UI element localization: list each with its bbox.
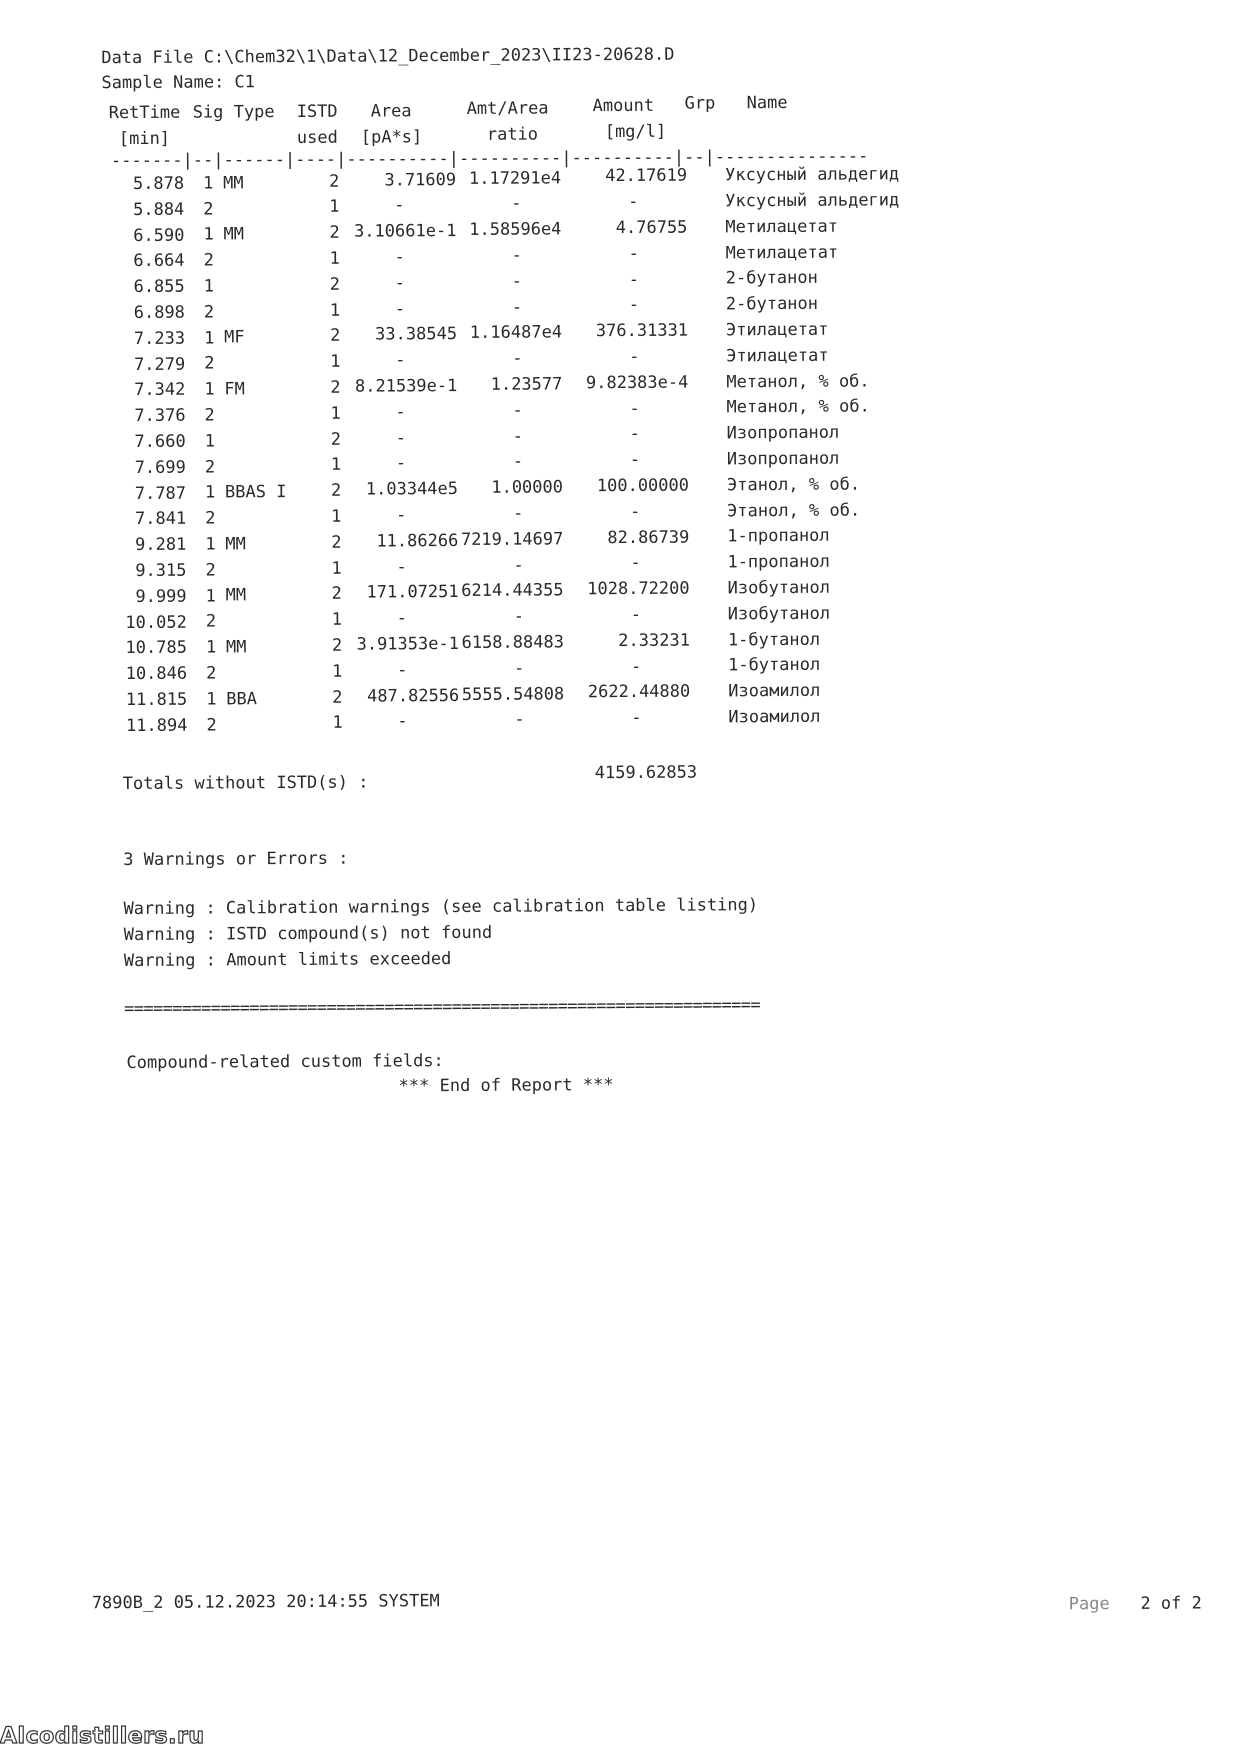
cell-area: -	[397, 660, 408, 681]
cell-ratio: 1.58596e4	[469, 219, 562, 241]
cell-area: -	[395, 427, 406, 448]
cell-istd: 1	[331, 558, 342, 579]
cell-amount: -	[629, 398, 640, 419]
cell-ratio: -	[512, 451, 524, 473]
cell-istd: 1	[332, 713, 343, 734]
cell-sig: 2	[206, 663, 217, 684]
col-header-rettime: RetTime	[108, 102, 181, 124]
col-header-type: Type	[233, 102, 275, 123]
cell-istd: 2	[329, 274, 341, 295]
cell-area: 3.91353e-1	[356, 633, 459, 655]
cell-rettime: 6.664	[133, 251, 185, 272]
cell-type: MM	[225, 534, 246, 555]
cell-area: -	[395, 350, 406, 371]
cell-sig: 1	[204, 379, 215, 400]
cell-area: -	[394, 273, 406, 294]
data-file-path: C:\Chem32\1\Data\12_December_2023\II23-20628.D	[203, 44, 675, 68]
cell-istd: 1	[329, 300, 341, 321]
cell-amount: 4.76755	[615, 217, 688, 239]
cell-istd: 2	[332, 687, 343, 708]
cell-name: Метанол, % об.	[726, 396, 870, 418]
cell-amount: -	[630, 553, 641, 574]
cell-ratio: 1.17291e4	[468, 167, 562, 189]
cell-name: Этанол, % об.	[726, 474, 861, 496]
cell-sig: 2	[206, 715, 217, 736]
cell-area: 487.82556	[367, 685, 460, 707]
cell-amount: -	[628, 295, 640, 316]
cell-rettime: 6.898	[133, 302, 185, 323]
cell-area: -	[396, 505, 407, 526]
warning-item: Warning : Amount limits exceeded	[123, 949, 452, 972]
cell-sig: 1	[205, 534, 216, 555]
cell-name: Изоамилол	[728, 680, 821, 702]
cell-sig: 2	[204, 353, 215, 374]
cell-istd: 2	[330, 377, 341, 398]
cell-amount: 1028.72200	[587, 578, 690, 600]
warnings-title: 3 Warnings or Errors :	[123, 848, 349, 871]
cell-rettime: 11.894	[125, 715, 188, 736]
cell-istd: 2	[329, 171, 340, 192]
col-header-area-unit: [pA*s]	[360, 127, 423, 148]
cell-area: 11.86266	[376, 530, 459, 552]
cell-name: Изобутанол	[727, 577, 831, 599]
cell-name: Этилацетат	[726, 345, 829, 367]
cell-ratio: -	[513, 555, 524, 576]
cell-type: MM	[225, 637, 247, 658]
cell-ratio: -	[513, 503, 524, 524]
cell-rettime: 7.841	[134, 509, 187, 530]
cell-sig: 2	[203, 250, 214, 271]
cell-rettime: 11.815	[125, 689, 188, 711]
cell-area: 171.07251	[366, 582, 459, 603]
col-header-rettime-unit: [min]	[118, 128, 171, 150]
watermark-logo: Alcodistillers.ru	[0, 1724, 205, 1749]
cell-area: -	[394, 298, 406, 319]
cell-name: 1-пропанол	[727, 526, 830, 547]
instrument-line: 7890B_2 05.12.2023 20:14:55 SYSTEM	[91, 1591, 440, 1614]
sample-name-label: Sample Name:	[101, 72, 225, 94]
cell-istd: 2	[331, 635, 343, 656]
cell-type: BBA	[226, 688, 258, 710]
cell-sig: 2	[205, 508, 216, 529]
cell-name: 2-бутанон	[725, 268, 818, 289]
cell-istd: 2	[331, 532, 342, 553]
page-label: Page	[1068, 1594, 1110, 1615]
cell-sig: 1	[205, 586, 216, 607]
cell-sig: 1	[203, 328, 215, 349]
cell-sig: 1	[204, 431, 215, 452]
cell-sig: 1	[205, 637, 217, 658]
cell-ratio: -	[511, 297, 523, 318]
cell-name: Метилацетат	[725, 216, 839, 238]
cell-area: 1.03344e5	[365, 479, 459, 500]
cell-sig: 1	[204, 482, 216, 503]
cell-ratio: 6158.88483	[461, 632, 564, 653]
end-of-report: *** End of Report ***	[398, 1075, 614, 1097]
sample-name-value: C1	[234, 72, 256, 93]
cell-name: Этанол, % об.	[727, 500, 861, 521]
cell-area: -	[394, 195, 405, 216]
cell-istd: 1	[330, 351, 341, 373]
cell-name: Метанол, % об.	[726, 370, 870, 392]
cell-ratio: 5555.54808	[461, 683, 565, 705]
data-file-label: Data File	[101, 47, 194, 69]
cell-istd: 1	[332, 661, 343, 682]
cell-istd: 1	[330, 455, 342, 476]
col-header-ratio-2: ratio	[486, 124, 539, 145]
table-separator: -------|--|------|----|----------|----------|----------|--|---------------	[110, 146, 869, 172]
cell-rettime: 7.376	[134, 405, 186, 427]
cell-area: -	[394, 247, 405, 268]
cell-sig: 2	[204, 457, 216, 478]
cell-area: -	[395, 402, 406, 423]
cell-ratio: -	[512, 426, 523, 447]
cell-istd: 2	[329, 222, 340, 244]
cell-type: MM	[225, 585, 247, 606]
cell-amount: -	[629, 450, 641, 471]
cell-rettime: 9.281	[135, 534, 187, 556]
cell-rettime: 6.855	[133, 276, 185, 298]
cell-amount: -	[631, 656, 642, 677]
cell-amount: -	[628, 269, 640, 290]
cell-rettime: 10.052	[125, 612, 187, 633]
cell-area: -	[396, 556, 407, 577]
col-header-amount: Amount	[592, 95, 655, 117]
cell-ratio: -	[511, 271, 523, 292]
cell-amount: 100.00000	[596, 475, 690, 497]
cell-sig: 1	[206, 689, 217, 710]
cell-istd: 1	[329, 197, 340, 218]
cell-name: Изопропанол	[726, 448, 840, 470]
cell-rettime: 7.699	[134, 457, 186, 478]
cell-amount: -	[629, 346, 640, 367]
cell-rettime: 7.279	[133, 354, 186, 375]
custom-fields-label: Compound-related custom fields:	[126, 1051, 444, 1074]
cell-amount: -	[630, 604, 642, 625]
divider-line: ==================================================================	[124, 995, 761, 1020]
col-header-sig: Sig	[192, 102, 224, 123]
cell-istd: 1	[331, 609, 343, 631]
cell-name: Изопропанол	[726, 422, 840, 444]
cell-istd: 1	[329, 248, 340, 269]
cell-ratio: 6214.44355	[461, 580, 564, 602]
cell-rettime: 10.846	[125, 663, 188, 685]
cell-amount: -	[628, 243, 639, 264]
col-header-name: Name	[746, 92, 788, 114]
cell-type: MM	[223, 224, 244, 245]
cell-area: -	[395, 453, 407, 474]
cell-sig: 1	[203, 224, 214, 245]
col-header-istd: ISTD	[296, 101, 338, 122]
cell-ratio: 1.00000	[491, 477, 564, 498]
cell-sig: 2	[203, 199, 214, 220]
cell-ratio: 1.16487e4	[469, 322, 563, 344]
cell-amount: 2622.44880	[587, 682, 691, 703]
cell-sig: 1	[203, 173, 214, 194]
cell-name: 1-пропанол	[727, 551, 830, 573]
cell-type: BBAS I	[224, 482, 287, 503]
cell-type: FM	[224, 379, 245, 400]
cell-amount: 82.86739	[607, 527, 690, 548]
cell-sig: 2	[203, 302, 215, 323]
cell-istd: 2	[331, 584, 342, 605]
cell-ratio: -	[512, 400, 523, 421]
totals-value: 4159.62853	[594, 762, 698, 784]
cell-type: MM	[223, 172, 244, 194]
cell-ratio: 7219.14697	[460, 529, 564, 550]
cell-name: Изобутанол	[727, 603, 831, 625]
cell-rettime: 10.785	[125, 638, 188, 659]
cell-amount: 42.17619	[605, 166, 688, 187]
cell-amount: 9.82383e-4	[585, 372, 689, 394]
cell-sig: 2	[205, 611, 217, 632]
cell-area: -	[397, 711, 408, 732]
cell-amount: -	[628, 192, 639, 213]
cell-name: Изоамилол	[728, 706, 821, 728]
cell-name: 1-бутанол	[728, 655, 821, 676]
col-header-amount-unit: [mg/l]	[604, 121, 667, 143]
cell-area: -	[396, 608, 408, 629]
cell-istd: 2	[330, 429, 341, 450]
cell-rettime: 7.787	[134, 483, 187, 504]
cell-ratio: -	[511, 193, 522, 215]
cell-ratio: -	[512, 348, 523, 369]
cell-amount: 2.33231	[618, 630, 690, 651]
cell-ratio: -	[514, 658, 525, 679]
cell-istd: 1	[331, 506, 342, 527]
warning-item: Warning : ISTD compound(s) not found	[123, 922, 493, 946]
cell-name: 2-бутанон	[725, 293, 819, 315]
cell-name: Уксусный альдегид	[725, 164, 900, 186]
cell-rettime: 7.233	[133, 328, 186, 349]
col-header-istd-used: used	[296, 127, 338, 148]
col-header-grp: Grp	[684, 93, 716, 114]
totals-label: Totals without ISTD(s) :	[122, 772, 369, 795]
cell-istd: 2	[329, 326, 341, 347]
cell-rettime: 7.660	[134, 431, 186, 452]
cell-area: 3.10661e-1	[353, 221, 457, 242]
cell-amount: -	[629, 424, 640, 445]
page-value: 2 of 2	[1140, 1593, 1202, 1614]
cell-ratio: -	[514, 709, 525, 731]
cell-name: Метилацетат	[725, 242, 839, 263]
cell-name: Этилацетат	[725, 319, 829, 341]
cell-rettime: 9.315	[135, 560, 187, 581]
cell-rettime: 9.999	[135, 586, 187, 607]
cell-rettime: 6.590	[133, 225, 185, 246]
cell-rettime: 5.884	[133, 199, 185, 220]
cell-ratio: -	[511, 245, 522, 266]
cell-area: 8.21539e-1	[354, 375, 458, 397]
cell-rettime: 7.342	[134, 380, 186, 401]
cell-name: Уксусный альдегид	[725, 190, 900, 212]
cell-area: 33.38545	[375, 324, 458, 345]
warning-item: Warning : Calibration warnings (see calibration table listing)	[123, 895, 759, 920]
cell-type: MF	[223, 327, 245, 348]
cell-ratio: -	[513, 606, 525, 627]
cell-amount: -	[630, 501, 641, 522]
cell-istd: 2	[330, 480, 342, 502]
cell-amount: -	[631, 708, 642, 729]
cell-sig: 1	[203, 276, 215, 297]
col-header-ratio: Amt/Area	[466, 98, 549, 119]
cell-istd: 1	[330, 403, 341, 424]
cell-sig: 2	[204, 405, 215, 426]
col-header-area: Area	[370, 101, 412, 122]
page-indicator	[1028, 1573, 1202, 1634]
cell-sig: 2	[205, 560, 216, 581]
cell-area: 3.71609	[384, 169, 457, 190]
cell-ratio: 1.23577	[490, 374, 563, 395]
cell-rettime: 5.878	[132, 173, 185, 194]
cell-name: 1-бутанол	[727, 629, 821, 650]
cell-amount: 376.31331	[595, 320, 689, 342]
